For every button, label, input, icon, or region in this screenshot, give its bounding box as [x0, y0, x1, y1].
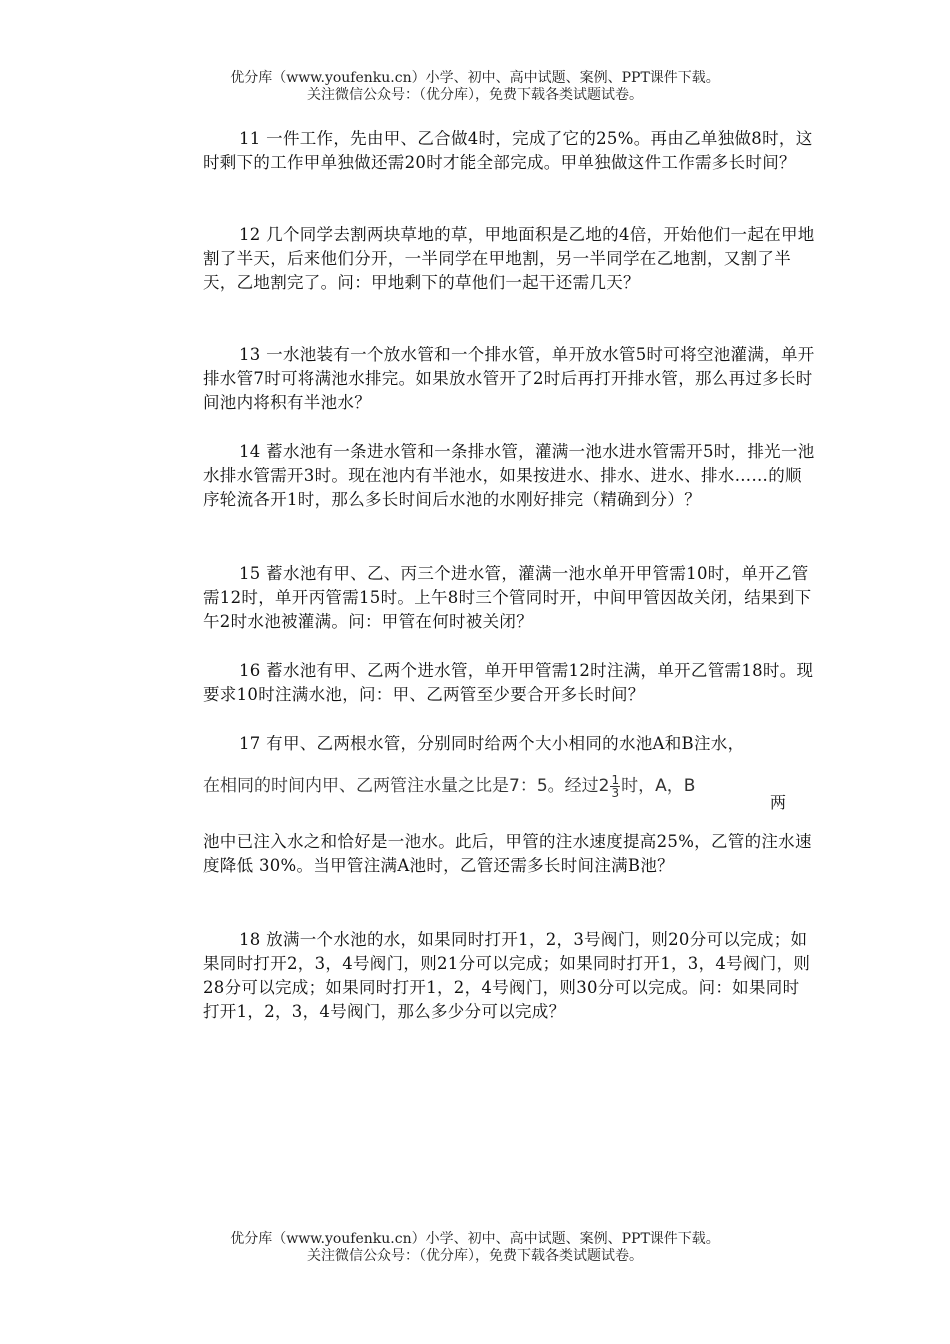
fraction-numerator: 1: [611, 772, 620, 787]
question-15: [203, 562, 815, 634]
question-16-text: 16 蓄水池有甲、乙两个进水管，单开甲管需12时注满，单开乙管需18时。现要求10时注满水池，问：甲、乙两管至少要合开多长时间？: [203, 661, 814, 704]
page-header: [0, 70, 950, 104]
question-17-text-part1: 17 有甲、乙两根水管，分别同时给两个大小相同的水池A和B注水，: [239, 734, 745, 753]
question-16: [203, 659, 815, 707]
question-17-image-text-b: 时，A，B: [621, 776, 696, 796]
header-line-2: 关注微信公众号：（优分库），免费下载各类试题试卷。: [307, 87, 643, 103]
question-13: [203, 343, 815, 415]
question-17-image-text-a: 在相同的时间内甲、乙两管注水量之比是7：5。经过2: [203, 776, 610, 796]
question-17-embedded-image-line: [203, 771, 763, 800]
question-11: [203, 127, 815, 175]
question-12-text: 12 几个同学去割两块草地的草，甲地面积是乙地的4倍，开始他们一起在甲地割了半天，后来他们分开，一半同学在甲地割，另一半同学在乙地割，又割了半天，乙地割完了。问：甲地剩下的草他们一起干还需几天？: [203, 225, 815, 292]
question-18: [203, 928, 815, 1024]
fraction-denominator: 3: [611, 785, 620, 800]
question-17-text-part2: 池中已注入水之和恰好是一池水。此后，甲管的注水速度提高25%，乙管的注水速度降低 30%。当甲管注满A池时，乙管还需多长时间注满B池？: [203, 832, 812, 875]
header-line-1: 优分库（www.youfenku.cn）小学、初中、高中试题、案例、PPT课件下载。: [230, 70, 720, 86]
question-15-text: 15 蓄水池有甲、乙、丙三个进水管，灌满一池水单开甲管需10时，单开乙管需12时，单开丙管需15时。上午8时三个管同时开，中间甲管因故关闭，结果到下午2时水池被灌满。问：甲管在何时被关闭？: [203, 564, 812, 631]
question-14: [203, 440, 815, 512]
footer-line-2: 关注微信公众号：（优分库），免费下载各类试题试卷。: [307, 1248, 643, 1264]
question-17-tail-char: 两: [770, 793, 787, 812]
footer-line-1: 优分库（www.youfenku.cn）小学、初中、高中试题、案例、PPT课件下载。: [230, 1231, 720, 1247]
page-footer: [0, 1231, 950, 1265]
question-13-text: 13 一水池装有一个放水管和一个排水管，单开放水管5时可将空池灌满，单开排水管7时可将满池水排完。如果放水管开了2时后再打开排水管，那么再过多长时间池内将积有半池水？: [203, 345, 815, 412]
question-18-text: 18 放满一个水池的水，如果同时打开1，2，3号阀门，则20分可以完成；如果同时打开2，3，4号阀门，则21分可以完成；如果同时打开1，3，4号阀门，则28分可以完成；如果同时打开1，2，4号阀门，则30分可以完成。问：如果同时打开1，2，3，4号阀门，那么多少分可以完成？: [203, 930, 811, 1021]
question-14-text: 14 蓄水池有一条进水管和一条排水管，灌满一池水进水管需开5时，排光一池水排水管需开3时。现在池内有半池水，如果按进水、排水、进水、排水……的顺序轮流各开1时，那么多长时间后水池的水刚好排完（精确到分）？: [203, 442, 815, 509]
question-11-text: 11 一件工作，先由甲、乙合做4时，完成了它的25%。再由乙单独做8时，这时剩下的工作甲单独做还需20时才能全部完成。甲单独做这件工作需多长时间？: [203, 129, 813, 172]
mixed-fraction: [610, 774, 620, 799]
question-17-continued: [203, 830, 815, 878]
question-17-first-line: [203, 732, 815, 756]
question-12: [203, 223, 815, 295]
